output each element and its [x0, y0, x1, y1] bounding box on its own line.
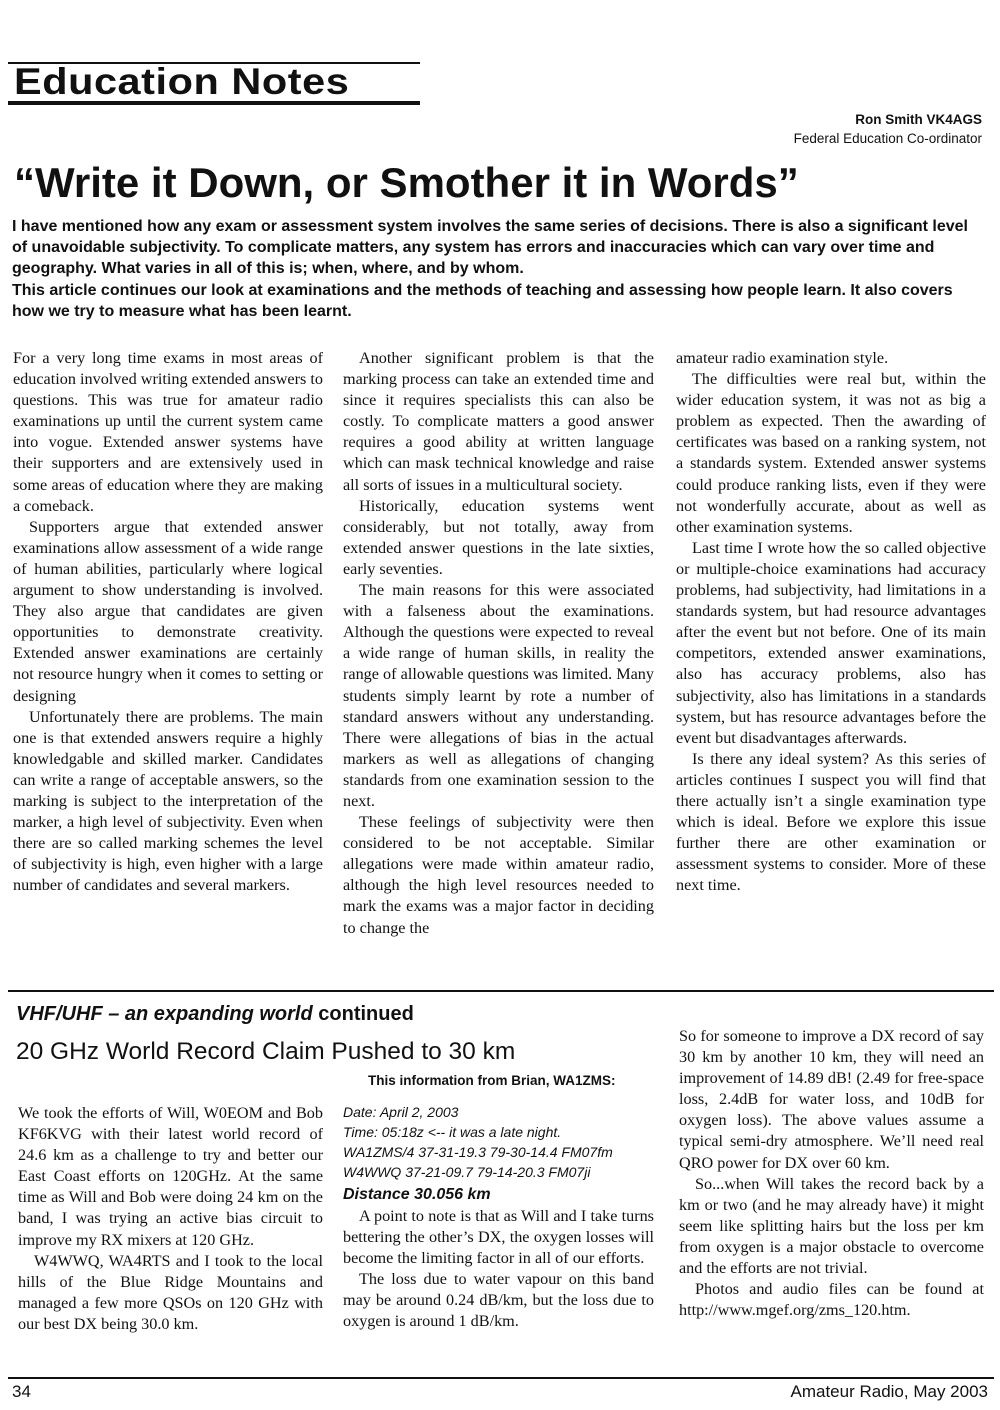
- vhf-section-title: [16, 1001, 414, 1027]
- paragraph: Historically, education systems went considerably, but not totally, away from extended answer questions in the late sixties, early seventies.: [343, 496, 654, 578]
- page-number: 34: [12, 1382, 31, 1401]
- meta-line: WA1ZMS/4 37-31-19.3 79-30-14.4 FM07fm: [343, 1144, 613, 1160]
- vhf-column-2: [343, 1102, 654, 1333]
- paragraph: A point to note is that as Will and I take turns bettering the other’s DX, the oxygen losses will become the limiting factor in all of our efforts.: [343, 1207, 654, 1268]
- paragraph: So...when Will takes the record back by a km or two (and he may already have) it might seem like splitting hairs but the loss per km from oxygen is a major obstacle to overcome and the efforts are not trivial.: [679, 1174, 984, 1278]
- paragraph: The main reasons for this were associated with a falseness about the examinations. Although the questions were expected to reveal a wide range of human skills, in reality the range of allowable questions was limited. Many students simply learnt by rote a number of standard answers without any understanding. There were allegations of bias in the actual markers as well as allegations of changing standards from one examination session to the next.: [343, 581, 654, 810]
- section-divider: [8, 990, 994, 992]
- meta-line: Time: 05:18z <-- it was a late night.: [343, 1124, 562, 1140]
- meta-line: W4WWQ 37-21-09.7 79-14-20.3 FM07ji: [343, 1164, 591, 1180]
- paragraph: So for someone to improve a DX record of say 30 km by another 10 km, they will need an improvement of 14.89 dB! (2.49 for free-space loss, 2.4dB for water loss, and 10dB for oxygen loss). The above values assume a typical semi-dry atmosphere. We’ll need real QRO power for DX over 60 km.: [679, 1027, 984, 1172]
- paragraph: Photos and audio files can be found at http://www.mgef.org/zms_120.htm.: [679, 1280, 984, 1320]
- article-column-1: [13, 348, 323, 896]
- meta-line: Date: April 2, 2003: [343, 1104, 459, 1120]
- paragraph: Is there any ideal system? As this series of articles continues I suspect you will find that there actually isn’t a single examination type which is ideal. Before we explore this issue further there are other examination or assessment systems to consider. More of these next time.: [676, 749, 986, 895]
- paragraph: Supporters argue that extended answer examinations allow assessment of a wide range of human abilities, particularly where logical argument to show understanding is involved. They also argue that candidates are given opportunities to demonstrate creativity. Extended answer examinations are certainly not resource hungry when it comes to setting or designing: [13, 517, 323, 705]
- vhf-column-3: [679, 1026, 984, 1321]
- paragraph: These feelings of subjectivity were then considered to be not acceptable. Similar allegations were made within amateur radio, although the high level resources needed to mark the exams was a major factor in deciding to change the: [343, 813, 654, 937]
- lead-paragraphs: [12, 216, 986, 322]
- lead-paragraph: This article continues our look at examinations and the methods of teaching and assessing how people learn. It also covers how we try to measure what has been learnt.: [12, 281, 953, 320]
- vhf-column-1: [18, 1103, 323, 1335]
- lead-paragraph: I have mentioned how any exam or assessment system involves the same series of decisions. There is also a significant level of unavoidable subjectivity. To complicate matters, any system has errors and inaccuracies which can vary over time and geography. What varies in all of this is; when, where, and by whom.: [12, 218, 968, 278]
- paragraph: W4WWQ, WA4RTS and I took to the local hills of the Blue Ridge Mountains and managed a few more QSOs on 120 GHz with our best DX being 30.0 km.: [18, 1251, 323, 1333]
- paragraph: Unfortunately there are problems. The main one is that extended answers require a highly knowledgable and skilled marker. Candidates can write a range of acceptable answers, so the marking is subject to the interpretation of the marker, a high level of subjectivity. Even when there are so called marking schemes the level of subjectivity is high, even higher with a large number of candidates and several markers.: [13, 707, 323, 895]
- author-role: Federal Education Co-ordinator: [793, 131, 982, 146]
- vhf-info-line: This information from Brian, WA1ZMS:: [368, 1073, 616, 1088]
- author-name: Ron Smith VK4AGS: [855, 112, 982, 127]
- footer-rule: [8, 1377, 994, 1379]
- section-title: Education Notes: [14, 61, 350, 102]
- paragraph: Last time I wrote how the so called objective or multiple-choice examinations had accuracy problems, had subjectivity, had limitations in a standards system, but had resource advantages after the event but not before. One of its main competitors, extended answer examinations, also has accuracy problems, also has subjectivity, also has limitations in a standards system, but has resource advantages before the event but disadvantages afterwards.: [676, 538, 986, 747]
- paragraph: The loss due to water vapour on this band may be around 0.24 dB/km, but the loss due to oxygen is around 1 dB/km.: [343, 1270, 654, 1331]
- paragraph: The difficulties were real but, within the wider education system, it was not as big a problem as expected. Then the awarding of certificates was based on a ranking system, not a standards system. Extended answer systems could produce ranking lists, even if they were not wonderfully accurate, about as well as other examination systems.: [676, 370, 986, 536]
- paragraph: For a very long time exams in most areas of education involved writing extended answers to questions. This was true for amateur radio examinations up until the current system came into vogue. Extended answer systems have their supporters and are extensively used in some areas of education where they are making a comeback.: [13, 349, 323, 515]
- byline: [794, 110, 982, 148]
- article-column-2: [343, 348, 654, 939]
- paragraph-continued: amateur radio examination style.: [676, 349, 889, 367]
- article-column-3: [676, 348, 986, 896]
- paragraph: We took the efforts of Will, W0EOM and Bob KF6KVG with their latest world record of 24.6 km as a challenge to try and better our East Coast efforts on 120GHz. At the same time as Will and Bob were doing 24 km on the band, I was trying an active bias circuit to improve my RX mixers at 120 GHz.: [18, 1104, 323, 1249]
- headline: “Write it Down, or Smother it in Words”: [14, 159, 799, 206]
- vhf-title-italic: VHF/UHF – an expanding world: [16, 1003, 313, 1025]
- paragraph: Another significant problem is that the marking process can take an extended time and since it requires specialists this can also be costly. To complicate matters a good answer requires a good ability at written language which can mask technical knowledge and raise all sorts of issues in a multicultural society.: [343, 349, 654, 494]
- publication-info: Amateur Radio, May 2003: [790, 1382, 988, 1401]
- vhf-title-rest: continued: [312, 1003, 414, 1025]
- vhf-subtitle: 20 GHz World Record Claim Pushed to 30 km: [16, 1038, 516, 1065]
- header-rule-bottom: [8, 101, 420, 105]
- distance-heading: Distance 30.056 km: [343, 1186, 491, 1203]
